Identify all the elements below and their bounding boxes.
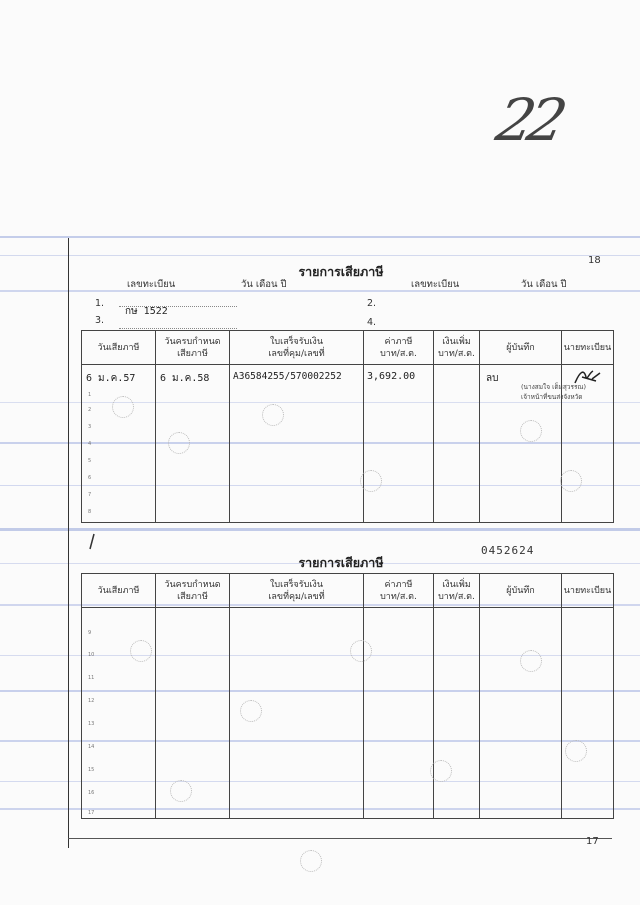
row-number: 3 bbox=[88, 424, 92, 430]
col-header-recorder: ผู้บันทึก bbox=[480, 331, 562, 365]
watermark-seal bbox=[130, 640, 152, 662]
col-header-due-date: วันครบกำหนด เสียภาษี bbox=[156, 331, 230, 365]
watermark-seal bbox=[168, 432, 190, 454]
officer-stamp: (นางสมใจ เต็มสุวรรณ) เจ้าหน้าที่ขนส่งจังหวัด bbox=[521, 383, 586, 401]
reg-number-2: 2. bbox=[367, 298, 377, 309]
row-number: 11 bbox=[88, 675, 95, 681]
row-number: 2 bbox=[88, 407, 92, 413]
reg-label-left: เลขทะเบียน bbox=[127, 279, 176, 290]
table-row bbox=[82, 608, 614, 819]
col-header-receipt: ใบเสร็จรับเงิน เลขที่คุม/เลขที่ bbox=[230, 331, 364, 365]
row-number: 13 bbox=[88, 721, 95, 727]
col-header-tax: ค่าภาษี บาท/ส.ต. bbox=[364, 574, 434, 608]
tax-record-form bbox=[68, 238, 613, 848]
row-number: 12 bbox=[88, 698, 95, 704]
row-number: 5 bbox=[88, 458, 92, 464]
row-number: 7 bbox=[88, 492, 92, 498]
reg-number-1: 1. bbox=[95, 298, 105, 309]
col-header-tax: ค่าภาษี บาท/ส.ต. bbox=[364, 331, 434, 365]
row-number: 9 bbox=[88, 630, 92, 636]
reg-line-3 bbox=[119, 328, 237, 329]
date-label-right: วัน เดือน ปี bbox=[521, 279, 567, 290]
row-number: 6 bbox=[88, 475, 92, 481]
handwritten-page-number: 22 bbox=[490, 86, 568, 154]
col-header-surcharge: เงินเพิ่ม บาท/ส.ต. bbox=[434, 574, 480, 608]
watermark-seal bbox=[300, 850, 322, 872]
col-header-due-date: วันครบกำหนด เสียภาษี bbox=[156, 574, 230, 608]
watermark-seal bbox=[560, 470, 582, 492]
col-header-pay-date: วันเสียภาษี bbox=[82, 574, 156, 608]
row-number: 1 bbox=[88, 392, 92, 398]
row-number: 4 bbox=[88, 441, 92, 447]
row-number: 14 bbox=[88, 744, 95, 750]
section1-title: รายการเสียภาษี bbox=[298, 264, 384, 279]
row-number: 15 bbox=[88, 767, 95, 773]
section2-title: รายการเสียภาษี bbox=[298, 555, 384, 570]
col-header-receipt: ใบเสร็จรับเงิน เลขที่คุม/เลขที่ bbox=[230, 574, 364, 608]
tax-value: 3,692.00 bbox=[367, 371, 416, 382]
page-number-top: 18 bbox=[588, 255, 601, 266]
tax-table-2 bbox=[81, 573, 614, 819]
row-number: 8 bbox=[88, 509, 92, 515]
pay-date-value: 6 ม.ค.57 bbox=[86, 373, 136, 384]
page-number-bottom: 17 bbox=[586, 836, 599, 847]
due-date-value: 6 ม.ค.58 bbox=[160, 373, 210, 384]
watermark-seal bbox=[430, 760, 452, 782]
watermark-seal bbox=[520, 420, 542, 442]
bracket-mark bbox=[87, 532, 97, 552]
row-number: 17 bbox=[88, 810, 95, 816]
date-label-left: วัน เดือน ปี bbox=[241, 279, 287, 290]
reg-number-3: 3. bbox=[95, 315, 105, 326]
watermark-seal bbox=[262, 404, 284, 426]
reg-label-right: เลขทะเบียน bbox=[411, 279, 460, 290]
watermark-seal bbox=[520, 650, 542, 672]
col-header-registrar: นายทะเบียน bbox=[562, 331, 614, 365]
serial-number: 0452624 bbox=[481, 544, 535, 557]
watermark-seal bbox=[240, 700, 262, 722]
watermark-seal bbox=[360, 470, 382, 492]
reg-number-4: 4. bbox=[367, 317, 377, 328]
col-header-recorder: ผู้บันทึก bbox=[480, 574, 562, 608]
recorder-value: ลบ bbox=[486, 373, 499, 384]
watermark-seal bbox=[565, 740, 587, 762]
watermark-seal bbox=[350, 640, 372, 662]
row-number: 16 bbox=[88, 790, 95, 796]
form-bottom-line bbox=[68, 838, 612, 839]
receipt-value: A36584255/570002252 bbox=[233, 371, 342, 382]
row-number: 10 bbox=[88, 652, 95, 658]
watermark-seal bbox=[170, 780, 192, 802]
col-header-surcharge: เงินเพิ่ม บาท/ส.ต. bbox=[434, 331, 480, 365]
registration-plate: กษ 1522 bbox=[125, 306, 168, 317]
watermark-seal bbox=[112, 396, 134, 418]
col-header-pay-date: วันเสียภาษี bbox=[82, 331, 156, 365]
col-header-registrar: นายทะเบียน bbox=[562, 574, 614, 608]
